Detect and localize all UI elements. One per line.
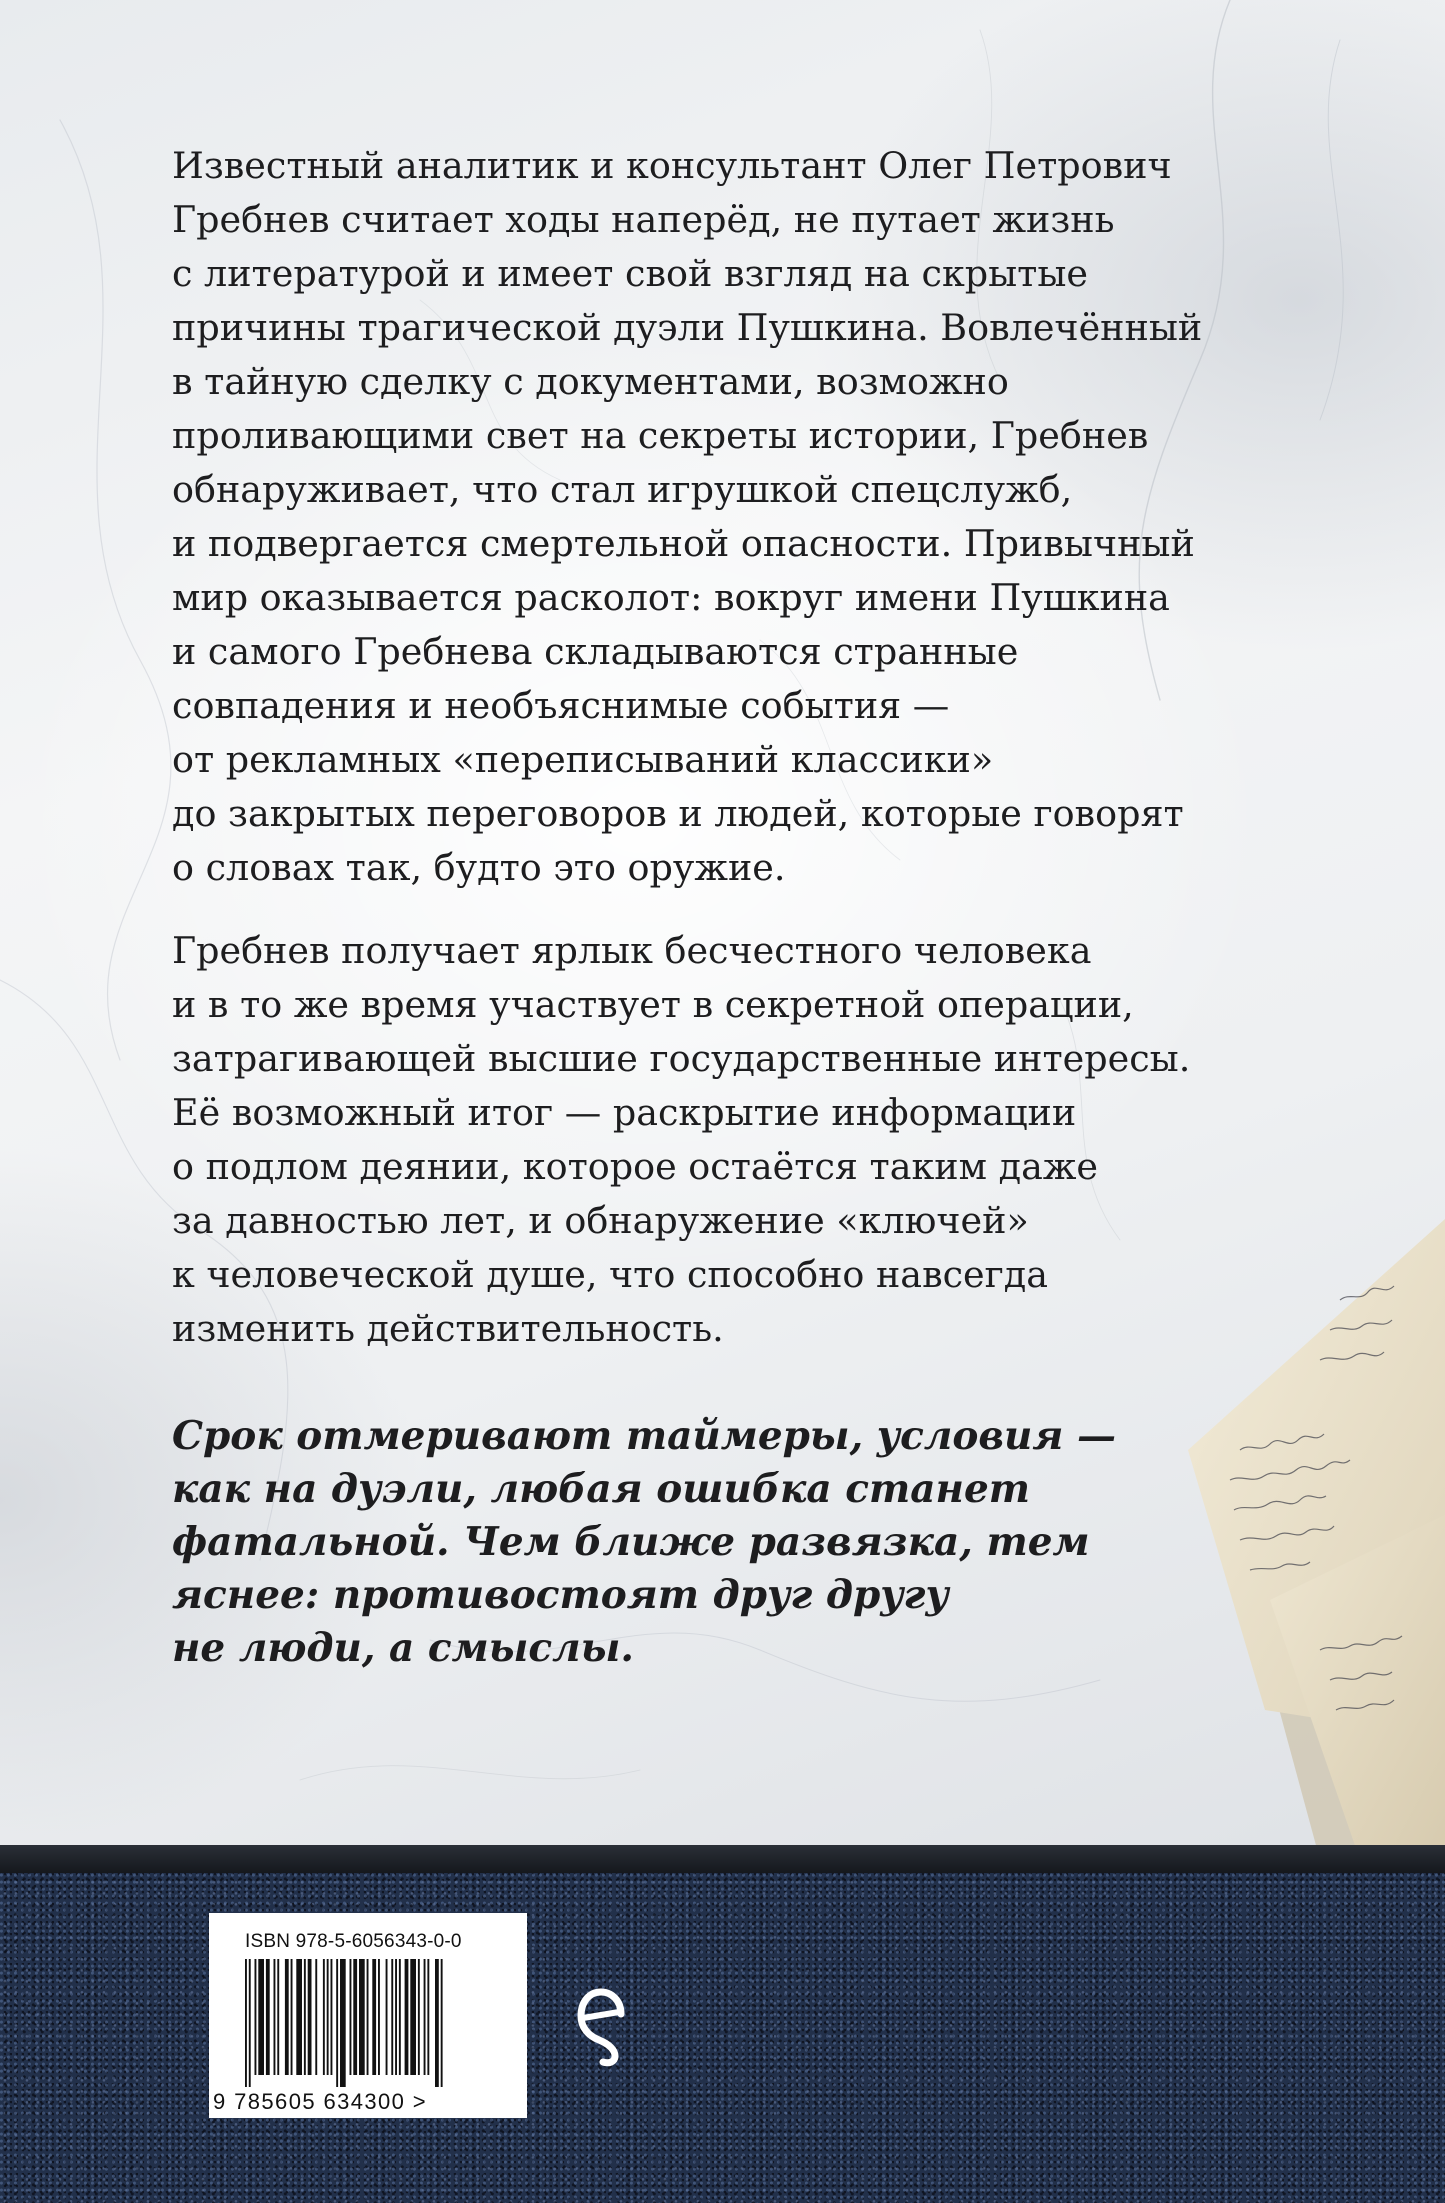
description-line: и подвергается смертельной опасности. Привычный [172,522,1195,565]
barcode-bar [327,1959,329,2075]
description-line: с литературой и имеет свой взгляд на скрытые [172,252,1089,295]
barcode-bar [405,1959,409,2075]
description-line: Известный аналитик и консультант Олег Петрович [172,144,1172,187]
isbn-barcode [209,1913,527,2118]
tagline-line: Срок отмеривают таймеры, условия — [172,1413,1116,1459]
barcode-bar [308,1959,312,2075]
barcode-bar [296,1959,302,2075]
barcode-bar [391,1959,393,2075]
tagline-line: не люди, а смыслы. [172,1625,634,1671]
description-line: Её возможный итог — раскрытие информации [172,1091,1077,1134]
barcode-bar [441,1959,443,2087]
barcode-bar [410,1959,416,2075]
isbn-label: ISBN 978-5-6056343-0-0 [245,1931,462,1952]
barcode-bar [395,1959,397,2075]
barcode-bar [399,1959,401,2075]
barcode-bar [331,1959,333,2075]
tagline-line: яснее: противостоят друг другу [172,1572,949,1618]
description-line: Гребнев получает ярлык бесчестного человека [172,929,1092,972]
barcode-bar [277,1959,279,2075]
description-line: за давностью лет, и обнаружение «ключей» [172,1199,1029,1242]
description-line: и в то же время участвует в секретной операции, [172,983,1134,1026]
description-line: о словах так, будто это оружие. [172,846,786,889]
description-line: Гребнев считает ходы наперёд, не путает жизнь [172,198,1115,241]
barcode-bar [315,1959,317,2075]
description-paragraph-1 [172,139,1202,895]
description-line: изменить действительность. [172,1307,724,1350]
divider-band [0,1845,1445,1873]
description-line: затрагивающей высшие государственные интересы. [172,1037,1191,1080]
barcode-bar [258,1959,264,2075]
barcode-bar [435,1959,439,2087]
tagline [172,1410,1116,1675]
barcode-bar [255,1959,257,2075]
description-line: совпадения и необъяснимые события — [172,684,950,727]
tagline-line: как на дуэли, любая ошибка станет [172,1466,1031,1512]
publisher-e-logo-icon [575,1984,631,2068]
barcode-bar [304,1959,306,2075]
description-paragraph-2 [172,924,1190,1356]
barcode-bar [418,1959,420,2075]
barcode-bar [340,1959,346,2087]
barcode-bar [266,1959,270,2075]
barcode-bar [291,1959,293,2075]
barcode-bars [245,1959,493,2087]
tagline-line: фатальной. Чем ближе развязка, тем [172,1519,1090,1565]
description-line: проливающими свет на секреты истории, Гребнев [172,414,1149,457]
description-line: и самого Гребнева складываются странные [172,630,1019,673]
barcode-bar [245,1959,247,2087]
barcode-bar [353,1959,357,2075]
barcode-bar [285,1959,289,2075]
barcode-bar [359,1959,365,2075]
barcode-bar [350,1959,352,2075]
description-line: причины трагической дуэли Пушкина. Вовлечённый [172,306,1203,349]
description-line: обнаруживает, что стал игрушкой спецслужб, [172,468,1073,511]
description-line: в тайную сделку с документами, возможно [172,360,1009,403]
barcode-bar [424,1959,426,2075]
description-line: к человеческой душе, что способно навсегда [172,1253,1049,1296]
barcode-digits: 9 785605 634300 > [213,2089,428,2114]
description-line: от рекламных «переписываний классики» [172,738,994,781]
description-line: о подлом деянии, которое остаётся таким даже [172,1145,1099,1188]
barcode-bar [378,1959,380,2075]
barcode-bar [274,1959,276,2075]
description-line: до закрытых переговоров и людей, которые говорят [172,792,1184,835]
barcode-bar [367,1959,369,2075]
handwritten-letters-image [1170,1180,1445,1845]
barcode-bar [336,1959,338,2087]
barcode-bar [386,1959,388,2075]
barcode-bar [249,1959,251,2087]
barcode-bar [323,1959,325,2075]
barcode-bar [372,1959,376,2075]
description-line: мир оказывается расколот: вокруг имени Пушкина [172,576,1170,619]
barcode-bar [427,1959,429,2075]
